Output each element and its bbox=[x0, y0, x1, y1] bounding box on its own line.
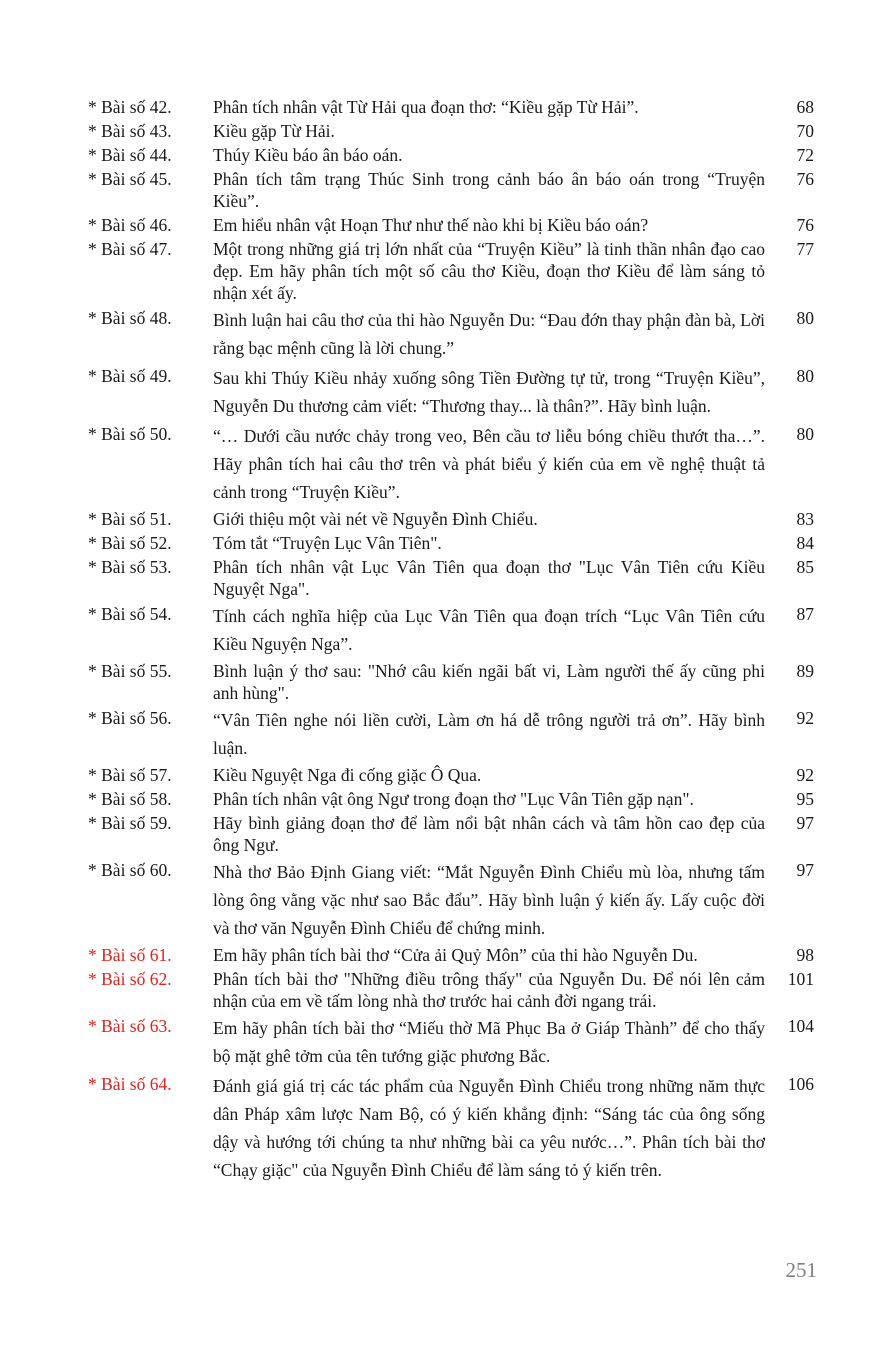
entry-page: 83 bbox=[796, 509, 814, 529]
entry-title: Hãy bình giảng đoạn thơ để làm nổi bật nhân cách và tâm hồn cao đẹp của ông Ngư. bbox=[213, 813, 765, 855]
toc-entry bbox=[88, 144, 818, 166]
entry-page: 76 bbox=[796, 215, 814, 235]
table-of-contents bbox=[88, 96, 818, 1186]
entry-number: * Bài số 48. bbox=[88, 308, 172, 328]
entry-number: * Bài số 58. bbox=[88, 789, 172, 809]
entry-title: Phân tích bài thơ "Những điều trông thấy" của Nguyễn Du. Để nói lên cảm nhận của em về tấm lòng nhà thơ trước hai cảnh đời ngang trái. bbox=[213, 969, 765, 1011]
entry-number: * Bài số 53. bbox=[88, 557, 172, 577]
entry-number: * Bài số 64. bbox=[88, 1074, 172, 1094]
toc-entry bbox=[88, 764, 818, 786]
entry-title: Em hãy phân tích bài thơ “Miếu thờ Mã Phục Ba ở Giáp Thành” để cho thấy bộ mặt ghê tởm của tên tướng giặc phương Bắc. bbox=[213, 1018, 765, 1066]
entry-number: * Bài số 60. bbox=[88, 860, 172, 880]
entry-number: * Bài số 44. bbox=[88, 145, 172, 165]
entry-title: Phân tích tâm trạng Thúc Sinh trong cảnh báo ân báo oán trong “Truyện Kiều”. bbox=[213, 169, 765, 211]
toc-entry bbox=[88, 944, 818, 966]
entry-page: 68 bbox=[796, 97, 814, 117]
entry-title: Sau khi Thúy Kiều nhảy xuống sông Tiền Đường tự tử, trong “Truyện Kiều”, Nguyễn Du thương cảm viết: “Thương thay... là thân?”. Hãy bình luận. bbox=[213, 368, 765, 416]
entry-title: Bình luận hai câu thơ của thi hào Nguyễn Du: “Đau đớn thay phận đàn bà, Lời rằng bạc mệnh cũng là lời chung.” bbox=[213, 310, 765, 358]
toc-entry bbox=[88, 532, 818, 554]
entry-number: * Bài số 57. bbox=[88, 765, 172, 785]
toc-entry bbox=[88, 706, 818, 762]
entry-page: 80 bbox=[796, 424, 814, 444]
entry-number: * Bài số 52. bbox=[88, 533, 172, 553]
entry-number: * Bài số 59. bbox=[88, 813, 172, 833]
entry-page: 92 bbox=[796, 765, 814, 785]
toc-entry bbox=[88, 214, 818, 236]
entry-number: * Bài số 54. bbox=[88, 604, 172, 624]
entry-title: Em hãy phân tích bài thơ “Cửa ải Quỷ Môn” của thi hào Nguyễn Du. bbox=[213, 945, 698, 965]
entry-number: * Bài số 50. bbox=[88, 424, 172, 444]
entry-number: * Bài số 51. bbox=[88, 509, 172, 529]
entry-page: 97 bbox=[796, 813, 814, 833]
toc-entry bbox=[88, 1072, 818, 1184]
entry-page: 87 bbox=[796, 604, 814, 624]
entry-title: Phân tích nhân vật Lục Vân Tiên qua đoạn thơ "Lục Vân Tiên cứu Kiều Nguyệt Nga". bbox=[213, 557, 765, 599]
toc-entry bbox=[88, 364, 818, 420]
entry-page: 84 bbox=[796, 533, 814, 553]
entry-title: Tính cách nghĩa hiệp của Lục Vân Tiên qua đoạn trích “Lục Vân Tiên cứu Kiều Nguyện Nga”. bbox=[213, 606, 765, 654]
entry-number: * Bài số 62. bbox=[88, 969, 172, 989]
entry-page: 101 bbox=[787, 969, 814, 989]
entry-page: 92 bbox=[796, 708, 814, 728]
entry-title: Phân tích nhân vật ông Ngư trong đoạn thơ "Lục Vân Tiên gặp nạn". bbox=[213, 789, 694, 809]
entry-number: * Bài số 56. bbox=[88, 708, 172, 728]
entry-page: 80 bbox=[796, 308, 814, 328]
entry-title: Tóm tắt “Truyện Lục Vân Tiên". bbox=[213, 533, 442, 553]
entry-title: Thúy Kiều báo ân báo oán. bbox=[213, 145, 403, 165]
entry-page: 80 bbox=[796, 366, 814, 386]
entry-title: “… Dưới cầu nước chảy trong veo, Bên cầu tơ liễu bóng chiều thướt tha…”. Hãy phân tích hai câu thơ trên và phát biểu ý kiến của em về nghệ thuật tả cảnh trong “Truyện Kiều”. bbox=[213, 426, 765, 502]
entry-title: Phân tích nhân vật Từ Hải qua đoạn thơ: “Kiều gặp Từ Hải”. bbox=[213, 97, 639, 117]
toc-entry bbox=[88, 120, 818, 142]
toc-entry bbox=[88, 812, 818, 856]
entry-title: Nhà thơ Bảo Định Giang viết: “Mắt Nguyễn Đình Chiểu mù lòa, nhưng tấm lòng ông vằng vặc như sao Bắc đẩu”. Hãy bình luận ý kiến ấy. Lấy cuộc đời và thơ văn Nguyễn Đình Chiểu để chứng minh. bbox=[213, 862, 765, 938]
toc-entry bbox=[88, 1014, 818, 1070]
toc-entry bbox=[88, 306, 818, 362]
entry-number: * Bài số 49. bbox=[88, 366, 172, 386]
entry-number: * Bài số 61. bbox=[88, 945, 172, 965]
toc-entry bbox=[88, 508, 818, 530]
toc-entry bbox=[88, 602, 818, 658]
toc-entry bbox=[88, 788, 818, 810]
toc-entry bbox=[88, 238, 818, 304]
entry-page: 76 bbox=[796, 169, 814, 189]
entry-title: Kiều gặp Từ Hải. bbox=[213, 121, 335, 141]
toc-entry bbox=[88, 422, 818, 506]
entry-title: Giới thiệu một vài nét về Nguyễn Đình Chiểu. bbox=[213, 509, 538, 529]
entry-page: 85 bbox=[796, 557, 814, 577]
entry-page: 98 bbox=[796, 945, 814, 965]
entry-number: * Bài số 55. bbox=[88, 661, 172, 681]
toc-entry bbox=[88, 660, 818, 704]
entry-page: 89 bbox=[796, 661, 814, 681]
toc-entry bbox=[88, 168, 818, 212]
entry-page: 70 bbox=[796, 121, 814, 141]
toc-entry bbox=[88, 556, 818, 600]
entry-number: * Bài số 46. bbox=[88, 215, 172, 235]
entry-title: Một trong những giá trị lớn nhất của “Truyện Kiều” là tinh thần nhân đạo cao đẹp. Em hãy phân tích một số câu thơ Kiều, đoạn thơ Kiều để làm sáng tỏ nhận xét ấy. bbox=[213, 239, 765, 303]
entry-number: * Bài số 42. bbox=[88, 97, 172, 117]
entry-title: Em hiểu nhân vật Hoạn Thư như thế nào khi bị Kiều báo oán? bbox=[213, 215, 649, 235]
entry-page: 106 bbox=[787, 1074, 814, 1094]
entry-page: 95 bbox=[796, 789, 814, 809]
entry-title: Kiều Nguyệt Nga đi cống giặc Ô Qua. bbox=[213, 765, 482, 785]
entry-page: 77 bbox=[796, 239, 814, 259]
toc-entry bbox=[88, 96, 818, 118]
entry-page: 104 bbox=[787, 1016, 814, 1036]
entry-number: * Bài số 63. bbox=[88, 1016, 172, 1036]
entry-title: “Vân Tiên nghe nói liền cười, Làm ơn há dễ trông người trả ơn”. Hãy bình luận. bbox=[213, 710, 765, 758]
entry-page: 97 bbox=[796, 860, 814, 880]
entry-number: * Bài số 43. bbox=[88, 121, 172, 141]
entry-title: Đánh giá giá trị các tác phẩm của Nguyễn Đình Chiểu trong những năm thực dân Pháp xâm lược Nam Bộ, có ý kiến khẳng định: “Sáng tác của ông sống dậy và hướng tới chúng ta như những bài ca yêu nước…”. Phân tích bài thơ “Chạy giặc" của Nguyễn Đình Chiểu để làm sáng tỏ ý kiến trên. bbox=[213, 1076, 765, 1180]
toc-entry bbox=[88, 968, 818, 1012]
toc-entry bbox=[88, 858, 818, 942]
entry-page: 72 bbox=[796, 145, 814, 165]
entry-title: Bình luận ý thơ sau: "Nhớ câu kiến ngãi bất vi, Làm người thế ấy cũng phi anh hùng". bbox=[213, 661, 765, 703]
entry-number: * Bài số 47. bbox=[88, 239, 172, 259]
page-number: 251 bbox=[785, 1258, 817, 1282]
entry-number: * Bài số 45. bbox=[88, 169, 172, 189]
